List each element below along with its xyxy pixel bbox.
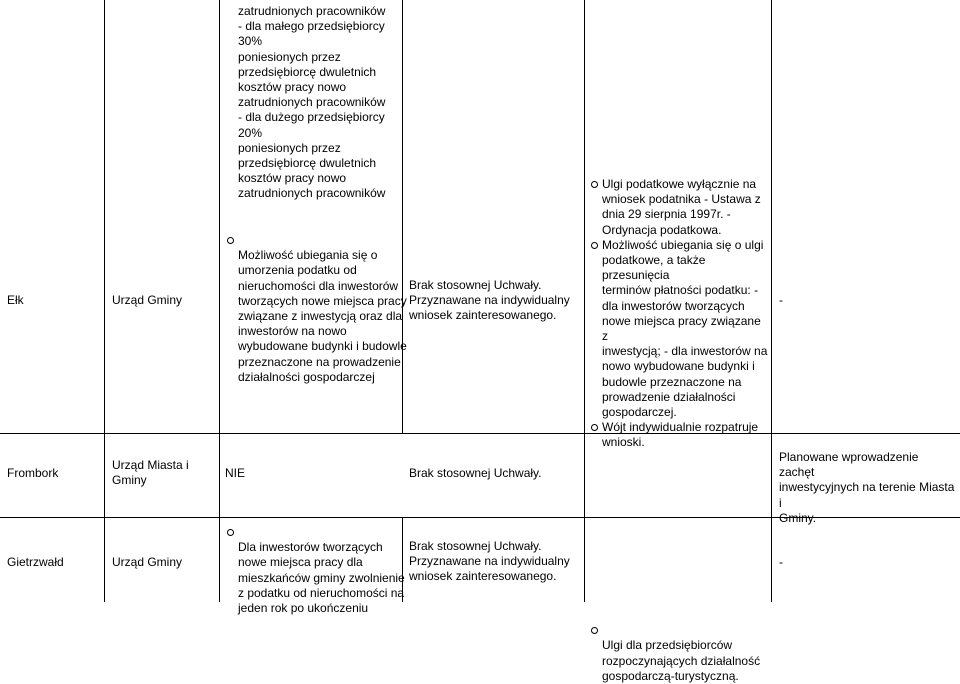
remarks-cell: - xyxy=(779,555,783,569)
municipality-cell: Frombork xyxy=(7,466,59,480)
tax-relief-list xyxy=(591,177,769,451)
tax-relief-item xyxy=(591,238,769,420)
office-cell: Urząd Gminy xyxy=(112,293,183,307)
incentives-intro-text: zatrudnionych pracowników - dla małego przedsiębiorcy 30% poniesionych przez przedsiębiorcę dwuletnich kosztów pracy nowo zatrudnionych pracowników - dla dużego przedsiębiorcy 20% poniesionych przez przedsiębiorcę dwuletnich kosztów pracy nowo zatrudnionych pracowników xyxy=(238,4,386,201)
incentives-bullet-item xyxy=(227,525,410,616)
municipality-cell: Ełk xyxy=(7,293,24,307)
remarks-cell: - xyxy=(779,293,783,307)
tax-relief-text: Ulgi podatkowe wyłącznie na wniosek podatnika - Ustawa z dnia 29 sierpnia 1997r. - Ordynacja podatkowa. xyxy=(602,177,761,237)
incentives-bullet-item xyxy=(227,233,408,385)
incentives-bullet-text: Możliwość ubiegania się o umorzenia podatku od nieruchomości dla inwestorów tworzących nowe miejsca pracy związane z inwestycją oraz dla inwestorów na nowo wybudowane budynki i budowle przeznaczone na prowadzenie działalności gospodarczej xyxy=(238,248,407,384)
tax-relief-text: Możliwość ubiegania się o ulgi podatkowe, a także przesunięcia terminów płatności podatku: - dla inwestorów tworzących nowe miejsca pracy związane z inwestycją; - dla inwestorów na nowo wybudowane budynki i budowle przeznaczone na prowadzenie działalności gospodarczej. xyxy=(602,237,768,420)
municipality-cell: Gietrzwałd xyxy=(7,555,64,569)
incentives-bullet-text: Dla inwestorów tworzących nowe miejsca pracy dla mieszkańców gminy zwolnienie z podatku od nieruchomości na jeden rok po ukończeniu xyxy=(238,540,405,616)
incentives-cell: NIE xyxy=(225,466,246,480)
tax-relief-text: Wójt indywidualnie rozpatruje wnioski. xyxy=(602,420,759,450)
office-cell: Urząd Gminy xyxy=(112,555,183,569)
office-cell: Urząd Miasta i Gminy xyxy=(112,458,189,488)
resolution-cell: Brak stosownej Uchwały. xyxy=(409,466,542,480)
remarks-cell: Planowane wprowadzenie zachęt inwestycyjnych na terenie Miasta i Gminy. xyxy=(779,450,955,525)
tax-relief-text: Ulgi dla przedsiębiorców rozpoczynających działalność gospodarczą-turystyczną. xyxy=(602,638,761,683)
table-row-frombork xyxy=(0,434,960,525)
tax-relief-item xyxy=(591,623,778,684)
resolution-cell: Brak stosownej Uchwały. Przyznawane na indywidualny wniosek zainteresowanego. xyxy=(409,278,570,323)
resolution-cell: Brak stosownej Uchwały. Przyznawane na indywidualny wniosek zainteresowanego. xyxy=(409,539,570,584)
table-row-gietrzwald xyxy=(0,518,960,683)
tax-relief-item xyxy=(591,177,769,238)
